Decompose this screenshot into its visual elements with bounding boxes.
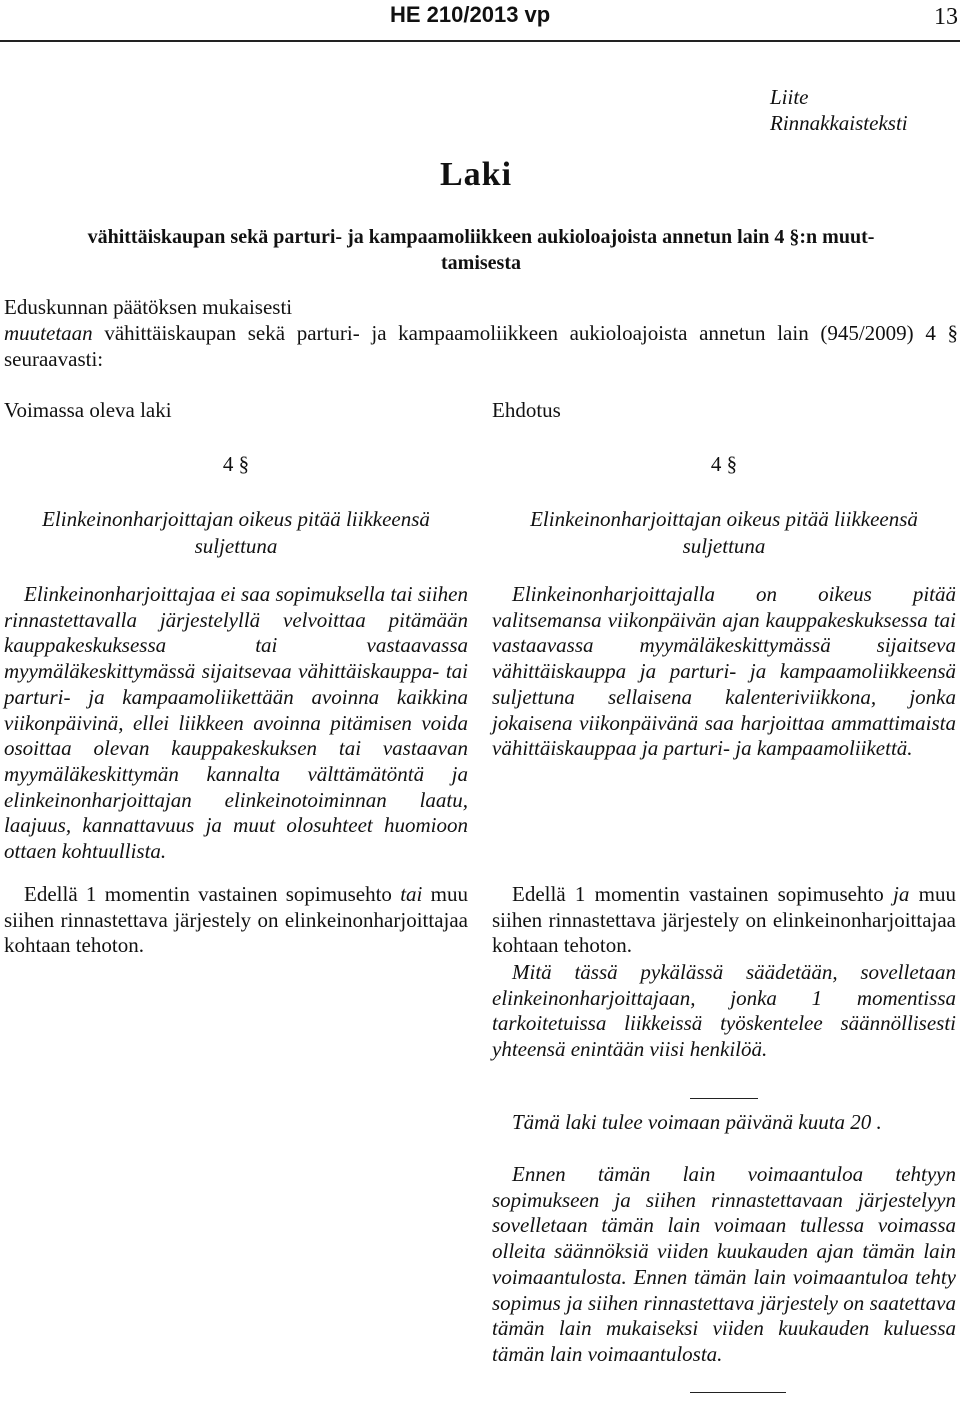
document-code: HE 210/2013 vp xyxy=(390,2,551,27)
right-p2-c: muu siihen rinnastettava järjestely on elinkeinonharjoittajaa kohtaan tehoton. xyxy=(492,882,956,958)
right-p2-a: Edellä 1 momentin vastainen sopimusehto xyxy=(512,882,894,906)
right-section-number: 4 § xyxy=(710,452,738,476)
right-paragraph-3 xyxy=(492,960,956,1063)
right-column-heading: Ehdotus xyxy=(492,398,561,422)
law-title xyxy=(6,224,956,276)
right-section-title: Elinkeinonharjoittajan oikeus pitää liikkeensä suljettuna xyxy=(530,507,918,558)
entry-into-force xyxy=(492,1110,956,1136)
appendix-line-1: Liite xyxy=(770,85,809,109)
left-section-number: 4 § xyxy=(222,452,250,476)
left-paragraph-1-text: Elinkeinonharjoittajaa ei saa sopimuksella tai siihen rinnastettavalla järjestelyllä velvoittaa pitämään kauppakeskuksessa tai vastaavassa myymäläkeskittymässä sijaitsevaa vähittäiskauppa- tai parturi- ja kampaamoliikettään avoinna kaikkina viikonpäivinä, ellei liikkeen avoinna pitämisen voida osoittaa olevan kauppakeskuksen tai vastaavan myymäläkeskittymän kannalta välttämätöntä ja elinkeinonharjoittajan elinkeinotoiminnan laatu, laajuus, kannattavuus ja muut olosuhteet huomioon ottaen kohtuullista. xyxy=(4,582,468,864)
entry-into-force-text: Tämä laki tulee voimaan päivänä kuuta 20 . xyxy=(512,1110,882,1134)
enactment-clause xyxy=(4,294,958,372)
end-rule xyxy=(690,1392,786,1393)
left-p2-c: muu siihen rinnastettava järjestely on elinkeinonharjoittajaa kohtaan tehoton. xyxy=(4,882,468,958)
appendix-line-2: Rinnakkaisteksti xyxy=(770,111,908,135)
enactment-line-2 xyxy=(4,320,958,372)
left-column-heading: Voimassa oleva laki xyxy=(4,398,172,422)
right-paragraph-1 xyxy=(492,582,956,762)
left-p2-a: Edellä 1 momentin vastainen sopimusehto xyxy=(24,882,401,906)
transitional-provision-text: Ennen tämän lain voimaantuloa tehtyyn sopimukseen ja siihen rinnastettavaan järjestelyyn sovelletaan tämän lain voimaan tullessa voimassa olleita säännöksiä viiden kuukauden ajan tämän lain voimaantulosta. Ennen tämän lain voimaantuloa tehty sopimus ja siihen rinnastettava järjestely on saatettava tämän lain mukaiseksi viiden kuukauden kuluessa tämän lain voimaantulosta. xyxy=(492,1162,956,1366)
enactment-line-1: Eduskunnan päätöksen mukaisesti xyxy=(4,295,293,319)
page-number: 13 xyxy=(934,4,958,30)
left-paragraph-1 xyxy=(4,582,468,865)
right-paragraph-2-text xyxy=(492,882,956,959)
right-p2-emph: ja xyxy=(893,882,910,906)
appendix-label xyxy=(770,84,960,136)
header-rule xyxy=(0,40,960,42)
left-section-title: Elinkeinonharjoittajan oikeus pitää liikkeensä suljettuna xyxy=(42,507,430,558)
right-paragraph-1-text: Elinkeinonharjoittajalla on oikeus pitää valitsemansa viikonpäivän ajan kauppakeskuksessa tai vastaavassa myymäläkeskittymässä sijaitseva vähittäiskauppa ja parturi- ja kampaamoliikkeensä suljettuna sellaisena kalenteriviikkona, jonka jokaisena viikonpäivänä saa harjoittaa ammattimaista vähittäiskauppaa ja parturi- ja kampaamoliikettä. xyxy=(492,582,956,761)
left-p2-emph: tai xyxy=(400,882,423,906)
transitional-provision xyxy=(492,1162,956,1368)
law-title-line-2: tamisesta xyxy=(441,252,521,274)
law-title-line-1: vähittäiskaupan sekä parturi- ja kampaamoliikkeen aukioloajoista annetun lain 4 §:n muut- xyxy=(87,226,875,248)
enactment-rest: vähittäiskaupan sekä parturi- ja kampaamoliikkeen aukioloajoista annetun lain (945/2009) 4 § seuraavasti: xyxy=(4,321,958,371)
separator-rule xyxy=(690,1098,758,1099)
left-paragraph-2 xyxy=(4,882,468,959)
law-heading: Laki xyxy=(440,156,513,193)
left-paragraph-2-text xyxy=(4,882,468,959)
enactment-verb: muutetaan xyxy=(4,321,93,345)
right-paragraph-2 xyxy=(492,882,956,959)
right-paragraph-3-text: Mitä tässä pykälässä säädetään, sovelletaan elinkeinonharjoittajaan, jonka 1 momentissa tarkoitetuissa liikkeissä työskentelee säännöllisesti yhteensä enintään viisi henkilöä. xyxy=(492,960,956,1062)
